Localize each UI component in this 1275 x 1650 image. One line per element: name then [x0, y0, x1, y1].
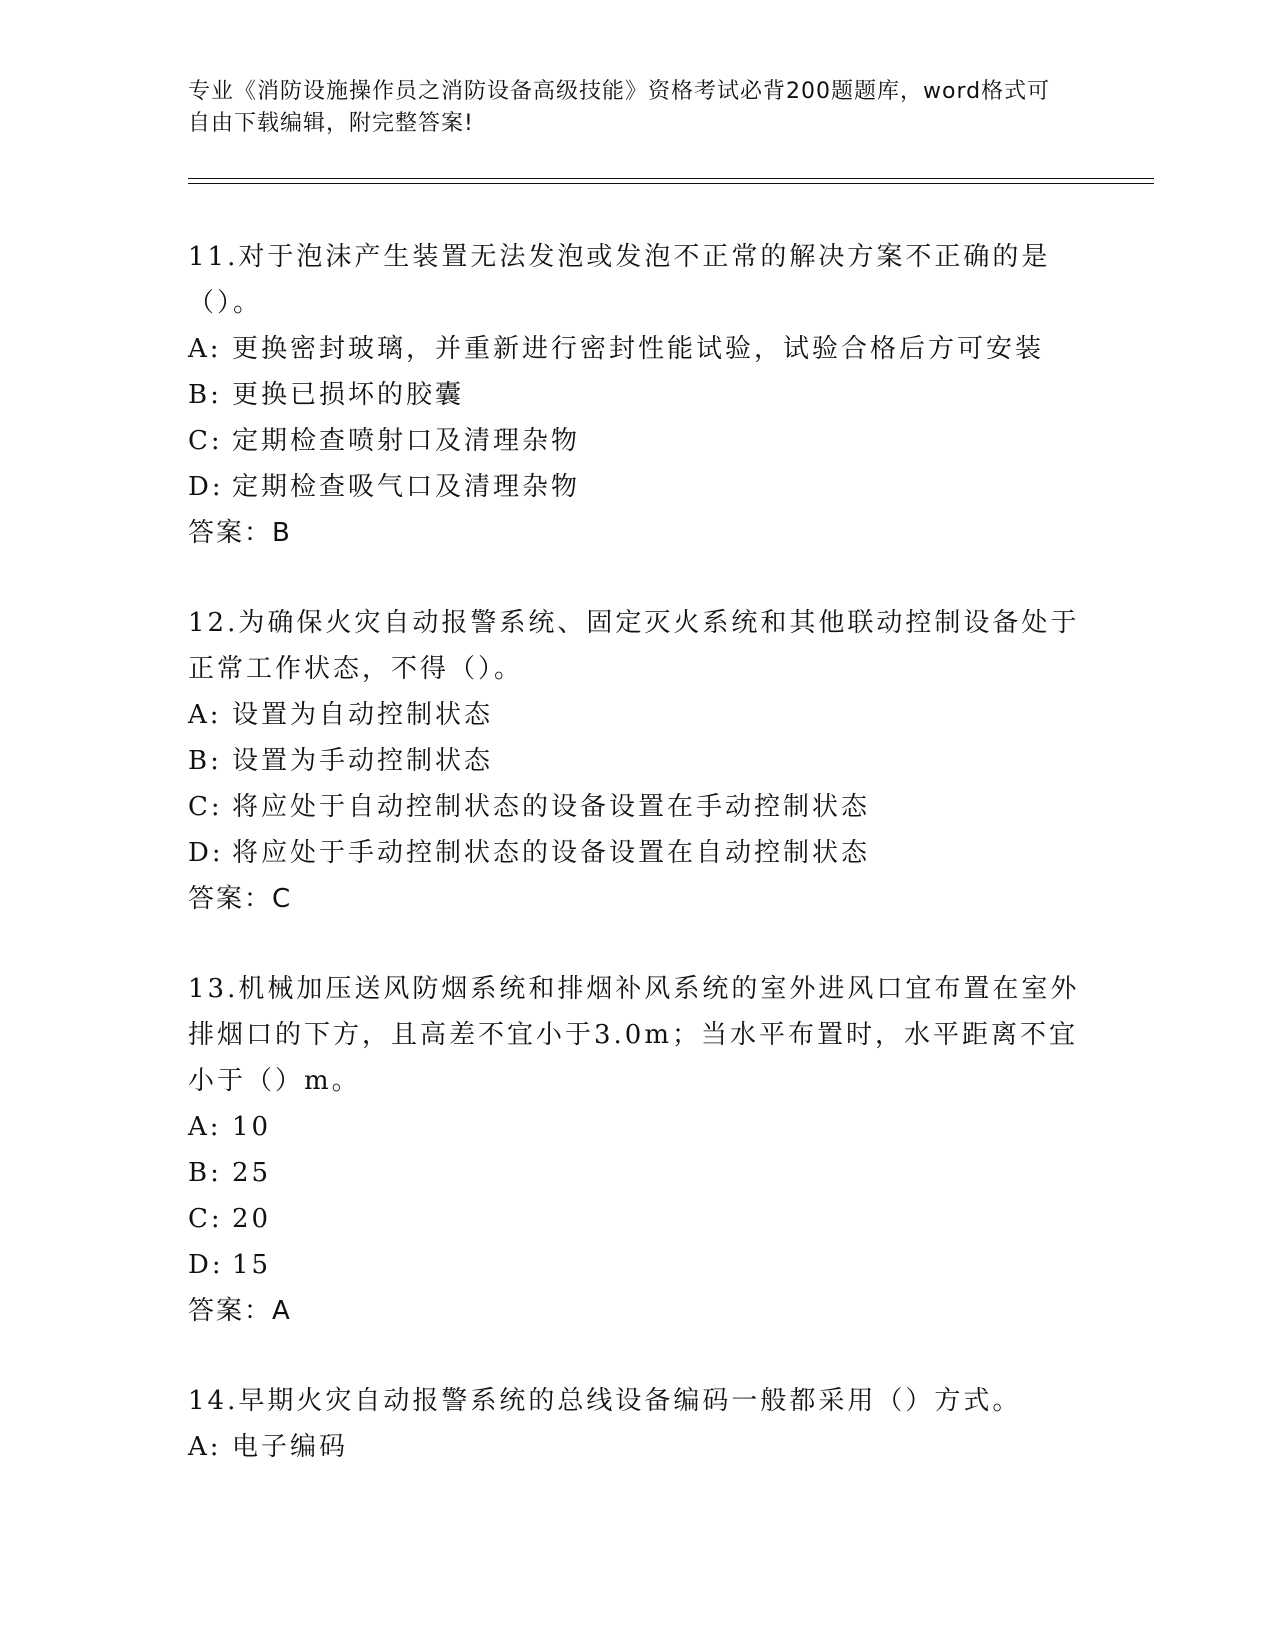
question-stem: 14.早期火灾自动报警系统的总线设备编码一般都采用（）方式。: [188, 1386, 1022, 1416]
option-key: D:: [188, 1250, 224, 1280]
option-key: A:: [188, 334, 222, 364]
option-text: 设置为自动控制状态: [232, 700, 494, 730]
option-key: B:: [188, 746, 222, 776]
option-key: C:: [188, 426, 223, 456]
option-a: [188, 1424, 1088, 1470]
question-11: [188, 234, 1088, 556]
answer-label: 答案：B: [188, 518, 292, 548]
option-text: 更换密封玻璃，并重新进行密封性能试验，试验合格后方可安装: [232, 334, 1045, 364]
option-key: D:: [188, 838, 224, 868]
option-c: [188, 418, 1088, 464]
option-text: 20: [232, 1204, 272, 1234]
option-text: 10: [232, 1112, 272, 1142]
option-b: [188, 1150, 1088, 1196]
option-text: 15: [232, 1250, 272, 1280]
option-b: [188, 738, 1088, 784]
option-d: [188, 1242, 1088, 1288]
answer-label: 答案：A: [188, 1296, 292, 1326]
option-a: [188, 326, 1088, 372]
option-text: 将应处于自动控制状态的设备设置在手动控制状态: [232, 792, 871, 822]
option-key: A:: [188, 1432, 222, 1462]
option-text: 设置为手动控制状态: [232, 746, 494, 776]
question-12: [188, 600, 1088, 922]
option-key: C:: [188, 792, 223, 822]
question-13: [188, 966, 1088, 1334]
option-a: [188, 1104, 1088, 1150]
option-c: [188, 1196, 1088, 1242]
option-key: A:: [188, 1112, 222, 1142]
option-c: [188, 784, 1088, 830]
document-header: 专业《消防设施操作员之消防设备高级技能》资格考试必背200题题库，word格式可自由下载编辑，附完整答案!: [188, 79, 1051, 136]
question-stem: 11.对于泡沫产生装置无法发泡或发泡不正常的解决方案不正确的是（）。: [188, 242, 1051, 318]
option-a: [188, 692, 1088, 738]
option-key: B:: [188, 1158, 222, 1188]
option-key: B:: [188, 380, 222, 410]
option-text: 25: [232, 1158, 272, 1188]
option-text: 更换已损坏的胶囊: [232, 380, 465, 410]
option-text: 定期检查喷射口及清理杂物: [232, 426, 581, 456]
question-stem: 12.为确保火灾自动报警系统、固定灭火系统和其他联动控制设备处于正常工作状态，不得（）。: [188, 608, 1080, 684]
option-text: 电子编码: [232, 1432, 349, 1462]
option-text: 将应处于手动控制状态的设备设置在自动控制状态: [232, 838, 871, 868]
option-key: A:: [188, 700, 222, 730]
option-b: [188, 372, 1088, 418]
question-stem: 13.机械加压送风防烟系统和排烟补风系统的室外进风口宜布置在室外排烟口的下方，且高差不宜小于3.0m；当水平布置时，水平距离不宜小于（）m。: [188, 974, 1080, 1096]
option-key: C:: [188, 1204, 223, 1234]
option-d: [188, 464, 1088, 510]
question-14: [188, 1378, 1088, 1470]
header-divider-top: [188, 178, 1154, 179]
header-divider-bottom: [188, 183, 1154, 184]
answer-label: 答案：C: [188, 884, 293, 914]
option-d: [188, 830, 1088, 876]
option-text: 定期检查吸气口及清理杂物: [232, 472, 581, 502]
option-key: D:: [188, 472, 224, 502]
